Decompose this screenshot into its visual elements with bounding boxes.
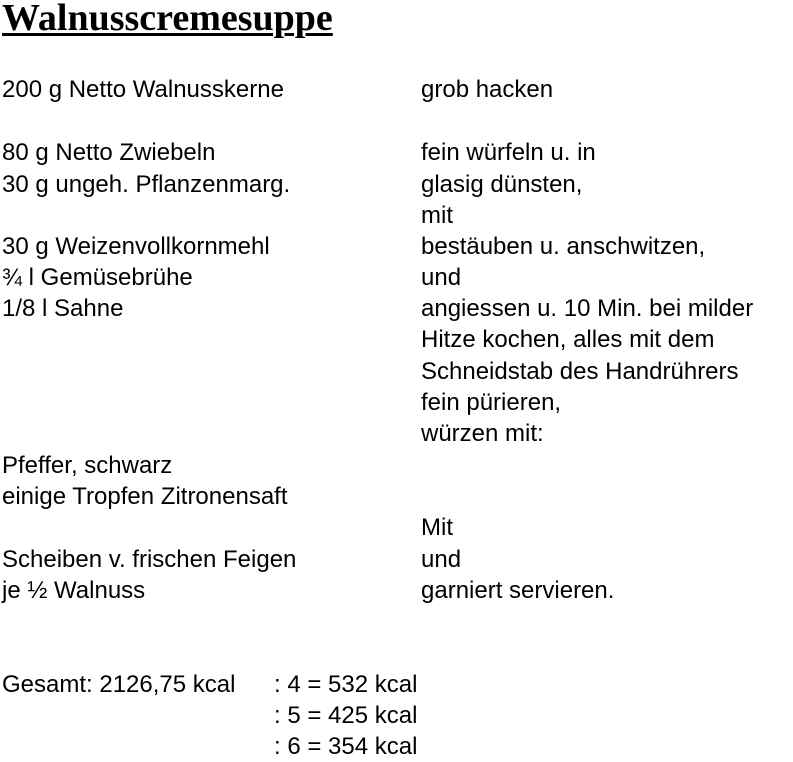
ingredient-pfeffer: Pfeffer, schwarz (2, 452, 173, 479)
instruction-line: und (421, 546, 462, 573)
ingredient-zwiebeln: 80 g Netto Zwiebeln (2, 139, 216, 166)
portion-kcal: : 6 = 354 kcal (274, 733, 418, 760)
instruction-line: Hitze kochen, alles mit dem (421, 326, 715, 353)
instruction-line: Mit (421, 514, 453, 541)
instruction-line: grob hacken (421, 76, 554, 103)
instruction-line: Schneidstab des Handrührers (421, 358, 739, 385)
instruction-line: glasig dünsten, (421, 171, 583, 198)
instruction-line: und (421, 264, 462, 291)
instruction-line: angiessen u. 10 Min. bei milder (421, 295, 754, 322)
instruction-line: mit (421, 202, 453, 229)
instruction-line: garniert servieren. (421, 577, 615, 604)
portion-kcal: : 4 = 532 kcal (274, 671, 418, 698)
instruction-line: fein pürieren, (421, 389, 562, 416)
ingredient-walnuss: je ½ Walnuss (2, 577, 146, 604)
ingredient-feigen: Scheiben v. frischen Feigen (2, 546, 297, 573)
portion-kcal: : 5 = 425 kcal (274, 702, 418, 729)
ingredient-pflanzenmarg: 30 g ungeh. Pflanzenmarg. (2, 171, 291, 198)
ingredient-gemuesebruehe: ¾ l Gemüsebrühe (2, 264, 193, 291)
ingredient-zitronensaft: einige Tropfen Zitronensaft (2, 483, 288, 510)
total-kcal-label: Gesamt: 2126,75 kcal (2, 671, 236, 698)
ingredient-sahne: 1/8 l Sahne (2, 295, 124, 322)
ingredient-walnusskerne: 200 g Netto Walnusskerne (2, 76, 284, 103)
instruction-line: bestäuben u. anschwitzen, (421, 233, 706, 260)
instruction-line: würzen mit: (421, 420, 544, 447)
ingredient-mehl: 30 g Weizenvollkornmehl (2, 233, 270, 260)
instruction-line: fein würfeln u. in (421, 139, 596, 166)
recipe-title: Walnusscremesuppe (2, 0, 333, 39)
